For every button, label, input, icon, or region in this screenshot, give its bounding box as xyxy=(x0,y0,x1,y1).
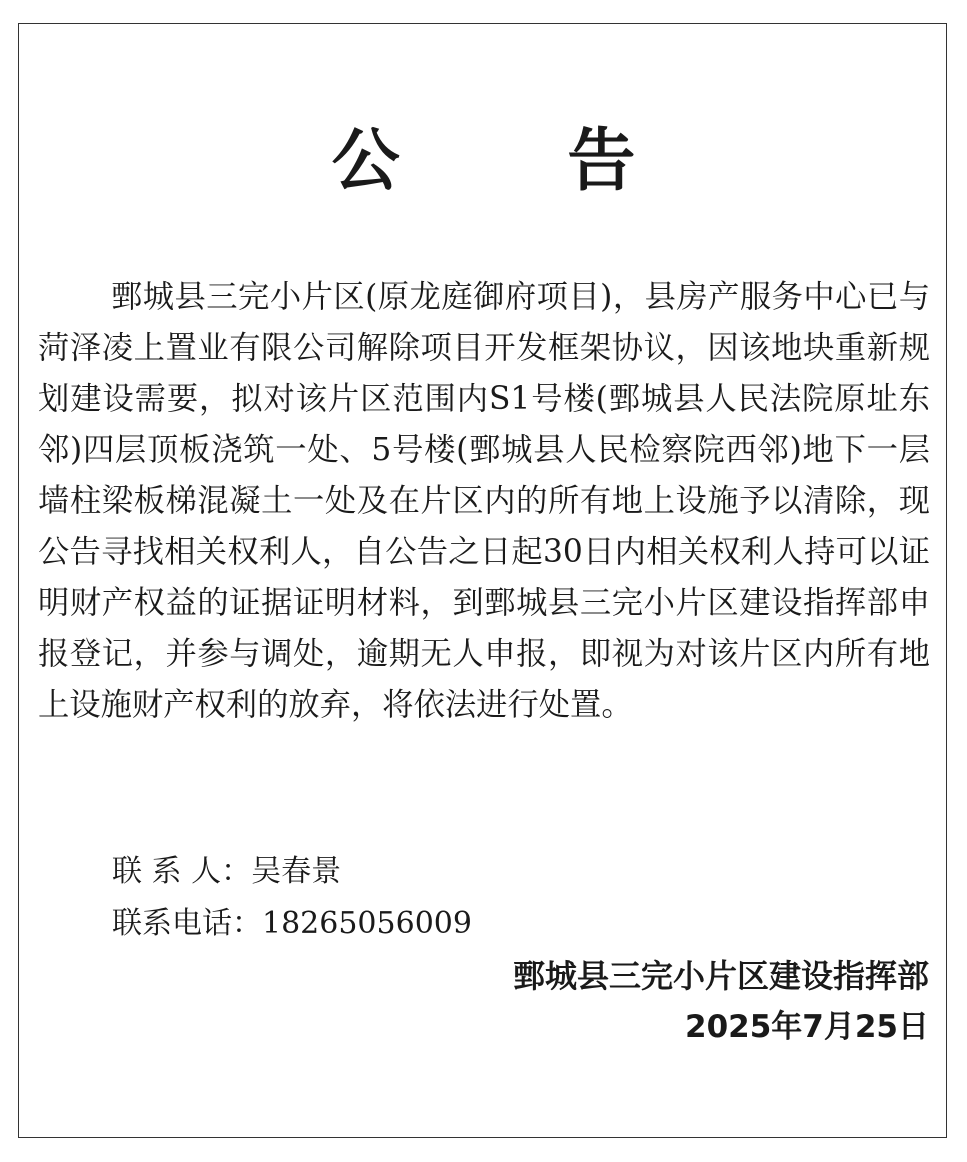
signer-organization: 鄄城县三完小片区建设指挥部 xyxy=(512,957,929,995)
notice-title: 公 告 xyxy=(331,122,708,201)
contact-person: 联 系 人：吴春景 xyxy=(112,854,342,889)
notice-date: 2025年7月25日 xyxy=(685,1009,929,1045)
contact-phone: 联系电话：18265056009 xyxy=(112,906,472,941)
notice-body: 鄄城县三完小片区(原龙庭御府项目)，县房产服务中心已与菏泽凌上置业有限公司解除项目开发框架协议，因该地块重新规划建设需要，拟对该片区范围内S1号楼(鄄城县人民法院原址东邻)四层顶板浇筑一处、5号楼(鄄城县人民检察院西邻)地下一层墙柱梁板梯混凝土一处及在片区内的所有地上设施予以清除，现公告寻找相关权利人，自公告之日起30日内相关权利人持可以证明财产权益的证据证明材料，到鄄城县三完小片区建设指挥部申报登记，并参与调处，逾期无人申报，即视为对该片区内所有地上设施财产权利的放弃，将依法进行处置。 xyxy=(38,279,930,723)
